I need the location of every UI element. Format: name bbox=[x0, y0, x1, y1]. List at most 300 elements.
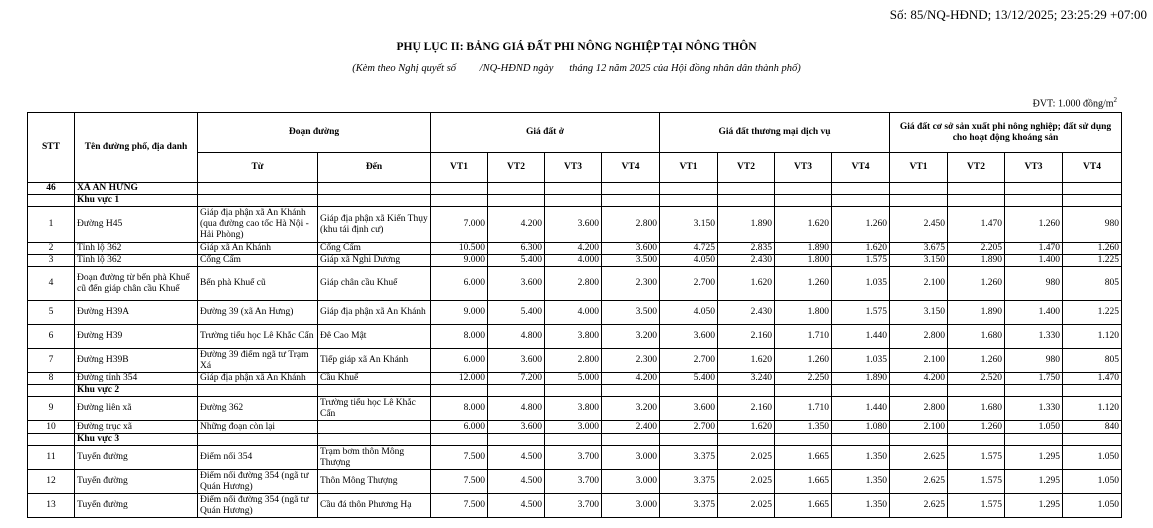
empty-cell bbox=[545, 183, 602, 195]
price-cell: 2.800 bbox=[890, 325, 948, 349]
empty-cell bbox=[1005, 385, 1063, 397]
price-cell: 1.080 bbox=[832, 421, 890, 434]
empty-cell bbox=[602, 434, 660, 446]
price-cell: 1.890 bbox=[948, 301, 1005, 325]
table-body bbox=[28, 183, 1122, 518]
table-row bbox=[28, 301, 1122, 325]
price-cell: 4.500 bbox=[488, 470, 545, 494]
price-cell: 3.150 bbox=[890, 301, 948, 325]
price-cell: 2.250 bbox=[775, 373, 832, 385]
price-cell: 3.675 bbox=[890, 243, 948, 255]
price-cell: 10.500 bbox=[431, 243, 488, 255]
empty-cell bbox=[431, 183, 488, 195]
price-cell: 1.575 bbox=[832, 255, 890, 267]
row-to: Đê Cao Mật bbox=[318, 325, 431, 349]
row-stt: 3 bbox=[28, 255, 75, 267]
empty-cell bbox=[775, 385, 832, 397]
row-to: Trường tiểu học Lê Khắc Cẩn bbox=[318, 397, 431, 421]
area-row bbox=[28, 195, 1122, 207]
price-cell: 4.000 bbox=[545, 255, 602, 267]
price-cell: 3.375 bbox=[660, 470, 718, 494]
empty-cell bbox=[545, 385, 602, 397]
price-cell: 6.300 bbox=[488, 243, 545, 255]
price-cell: 1.260 bbox=[948, 267, 1005, 301]
header-to: Đến bbox=[318, 153, 431, 183]
price-cell: 4.500 bbox=[488, 446, 545, 470]
price-cell: 2.520 bbox=[948, 373, 1005, 385]
row-name: Đoạn đường từ bến phà Khuể cũ đến giáp chân cầu Khuể bbox=[75, 267, 198, 301]
header-vt: VT4 bbox=[602, 153, 660, 183]
price-cell: 1.470 bbox=[1063, 373, 1122, 385]
header-segment: Đoạn đường bbox=[198, 113, 431, 153]
price-cell: 1.620 bbox=[832, 243, 890, 255]
price-cell: 1.575 bbox=[948, 446, 1005, 470]
price-cell: 1.680 bbox=[948, 325, 1005, 349]
price-cell: 2.430 bbox=[718, 255, 775, 267]
price-cell: 1.330 bbox=[1005, 325, 1063, 349]
empty-cell bbox=[660, 195, 718, 207]
row-name: Đường trục xã bbox=[75, 421, 198, 434]
price-cell: 2.025 bbox=[718, 470, 775, 494]
document-title: PHỤ LỤC II: BẢNG GIÁ ĐẤT PHI NÔNG NGHIỆP TẠI NÔNG THÔN bbox=[396, 41, 757, 53]
price-cell: 980 bbox=[1005, 267, 1063, 301]
empty-cell bbox=[318, 434, 431, 446]
price-cell: 3.500 bbox=[602, 301, 660, 325]
section-row bbox=[28, 183, 1122, 195]
price-cell: 1.035 bbox=[832, 267, 890, 301]
empty-cell bbox=[488, 385, 545, 397]
price-cell: 3.200 bbox=[602, 397, 660, 421]
price-cell: 2.625 bbox=[890, 470, 948, 494]
price-cell: 1.050 bbox=[1063, 494, 1122, 518]
price-cell: 6.000 bbox=[431, 421, 488, 434]
price-cell: 1.260 bbox=[1063, 243, 1122, 255]
area-row bbox=[28, 434, 1122, 446]
price-cell: 3.800 bbox=[545, 397, 602, 421]
price-cell: 1.050 bbox=[1063, 470, 1122, 494]
price-cell: 2.625 bbox=[890, 494, 948, 518]
price-cell: 2.450 bbox=[890, 207, 948, 243]
row-to: Cầu Khuể bbox=[318, 373, 431, 385]
price-cell: 2.800 bbox=[545, 267, 602, 301]
row-to: Cầu đá thôn Phương Hạ bbox=[318, 494, 431, 518]
price-cell: 2.400 bbox=[602, 421, 660, 434]
empty-cell bbox=[1063, 195, 1122, 207]
price-cell: 1.890 bbox=[948, 255, 1005, 267]
row-from: Những đoạn còn lại bbox=[198, 421, 318, 434]
header-vt: VT3 bbox=[1005, 153, 1063, 183]
row-name: Tỉnh lộ 362 bbox=[75, 243, 198, 255]
empty-cell bbox=[948, 434, 1005, 446]
price-cell: 2.100 bbox=[890, 349, 948, 373]
empty-cell bbox=[545, 195, 602, 207]
price-cell: 3.000 bbox=[602, 494, 660, 518]
price-cell: 4.200 bbox=[890, 373, 948, 385]
row-name: Đường H45 bbox=[75, 207, 198, 243]
header-from: Từ bbox=[198, 153, 318, 183]
price-cell: 4.500 bbox=[488, 494, 545, 518]
price-cell: 1.470 bbox=[948, 207, 1005, 243]
table-row bbox=[28, 421, 1122, 434]
row-to: Giáp địa phận xã Kiến Thụy (khu tái định cư) bbox=[318, 207, 431, 243]
price-cell: 980 bbox=[1063, 207, 1122, 243]
price-cell: 2.160 bbox=[718, 325, 775, 349]
price-cell: 3.500 bbox=[602, 255, 660, 267]
row-from: Giáp địa phận xã An Khánh (qua đường cao tốc Hà Nội - Hải Phòng) bbox=[198, 207, 318, 243]
price-cell: 1.890 bbox=[832, 373, 890, 385]
price-cell: 3.800 bbox=[545, 325, 602, 349]
row-to: Trạm bơm thôn Mông Thượng bbox=[318, 446, 431, 470]
header-vt: VT2 bbox=[718, 153, 775, 183]
price-cell: 4.000 bbox=[545, 301, 602, 325]
price-cell: 1.350 bbox=[832, 470, 890, 494]
empty-cell bbox=[1005, 434, 1063, 446]
price-cell: 2.800 bbox=[545, 349, 602, 373]
row-name: Tuyến đường bbox=[75, 446, 198, 470]
price-cell: 4.200 bbox=[545, 243, 602, 255]
row-to: Thôn Mông Thượng bbox=[318, 470, 431, 494]
price-cell: 1.225 bbox=[1063, 255, 1122, 267]
price-cell: 4.050 bbox=[660, 255, 718, 267]
price-cell: 1.620 bbox=[718, 421, 775, 434]
price-cell: 1.620 bbox=[718, 349, 775, 373]
empty-cell bbox=[318, 183, 431, 195]
price-cell: 1.890 bbox=[718, 207, 775, 243]
price-cell: 5.400 bbox=[488, 255, 545, 267]
price-cell: 1.470 bbox=[1005, 243, 1063, 255]
row-from: Điểm nối 354 bbox=[198, 446, 318, 470]
row-from: Điểm nối đường 354 (ngã tư Quán Hương) bbox=[198, 494, 318, 518]
row-from: Đường 39 điểm ngã tư Trạm Xá bbox=[198, 349, 318, 373]
empty-cell bbox=[488, 434, 545, 446]
price-cell: 5.000 bbox=[545, 373, 602, 385]
price-cell: 3.600 bbox=[488, 421, 545, 434]
price-cell: 12.000 bbox=[431, 373, 488, 385]
row-name: Tỉnh lộ 362 bbox=[75, 255, 198, 267]
price-cell: 2.800 bbox=[890, 397, 948, 421]
empty-cell bbox=[431, 195, 488, 207]
area-label: Khu vực 2 bbox=[75, 385, 198, 397]
price-cell: 1.800 bbox=[775, 301, 832, 325]
price-cell: 840 bbox=[1063, 421, 1122, 434]
empty-cell bbox=[198, 434, 318, 446]
row-stt: 5 bbox=[28, 301, 75, 325]
price-cell: 2.160 bbox=[718, 397, 775, 421]
row-name: Tuyến đường bbox=[75, 470, 198, 494]
row-stt: 4 bbox=[28, 267, 75, 301]
price-cell: 2.625 bbox=[890, 446, 948, 470]
row-stt: 2 bbox=[28, 243, 75, 255]
row-stt: 6 bbox=[28, 325, 75, 349]
price-cell: 1.225 bbox=[1063, 301, 1122, 325]
price-cell: 6.000 bbox=[431, 267, 488, 301]
empty-cell bbox=[660, 183, 718, 195]
price-cell: 1.050 bbox=[1063, 446, 1122, 470]
empty-cell bbox=[602, 195, 660, 207]
empty-cell bbox=[1005, 195, 1063, 207]
price-cell: 5.400 bbox=[488, 301, 545, 325]
empty-cell bbox=[198, 385, 318, 397]
unit-superscript: 2 bbox=[1113, 96, 1117, 104]
price-cell: 1.665 bbox=[775, 446, 832, 470]
price-cell: 1.710 bbox=[775, 325, 832, 349]
table-row bbox=[28, 325, 1122, 349]
price-cell: 2.300 bbox=[602, 349, 660, 373]
price-cell: 805 bbox=[1063, 349, 1122, 373]
price-cell: 3.375 bbox=[660, 446, 718, 470]
empty-cell bbox=[602, 183, 660, 195]
price-cell: 8.000 bbox=[431, 325, 488, 349]
empty-cell bbox=[28, 434, 75, 446]
price-cell: 8.000 bbox=[431, 397, 488, 421]
price-cell: 1.575 bbox=[948, 470, 1005, 494]
row-stt: 10 bbox=[28, 421, 75, 434]
header-vt: VT1 bbox=[431, 153, 488, 183]
empty-cell bbox=[832, 385, 890, 397]
price-cell: 1.050 bbox=[1005, 421, 1063, 434]
empty-cell bbox=[431, 434, 488, 446]
empty-cell bbox=[948, 385, 1005, 397]
row-from: Giáp địa phận xã An Khánh bbox=[198, 373, 318, 385]
empty-cell bbox=[318, 385, 431, 397]
table-row bbox=[28, 470, 1122, 494]
row-name: Đường tỉnh 354 bbox=[75, 373, 198, 385]
price-cell: 3.600 bbox=[660, 397, 718, 421]
row-to bbox=[318, 421, 431, 434]
empty-cell bbox=[488, 183, 545, 195]
empty-cell bbox=[718, 183, 775, 195]
price-cell: 7.500 bbox=[431, 494, 488, 518]
empty-cell bbox=[488, 195, 545, 207]
price-cell: 1.260 bbox=[948, 421, 1005, 434]
price-cell: 4.200 bbox=[488, 207, 545, 243]
row-name: Tuyến đường bbox=[75, 494, 198, 518]
row-stt: 11 bbox=[28, 446, 75, 470]
price-cell: 4.800 bbox=[488, 325, 545, 349]
header-vt: VT2 bbox=[488, 153, 545, 183]
price-cell: 1.295 bbox=[1005, 494, 1063, 518]
empty-cell bbox=[198, 195, 318, 207]
price-cell: 1.350 bbox=[775, 421, 832, 434]
empty-cell bbox=[832, 195, 890, 207]
empty-cell bbox=[28, 195, 75, 207]
empty-cell bbox=[28, 385, 75, 397]
price-cell: 1.575 bbox=[832, 301, 890, 325]
empty-cell bbox=[890, 434, 948, 446]
price-cell: 1.800 bbox=[775, 255, 832, 267]
price-cell: 1.260 bbox=[832, 207, 890, 243]
row-stt: 1 bbox=[28, 207, 75, 243]
empty-cell bbox=[890, 385, 948, 397]
price-cell: 1.260 bbox=[1005, 207, 1063, 243]
header-stt: STT bbox=[28, 113, 75, 183]
table-row bbox=[28, 255, 1122, 267]
price-cell: 1.260 bbox=[775, 349, 832, 373]
price-cell: 3.600 bbox=[660, 325, 718, 349]
price-cell: 9.000 bbox=[431, 255, 488, 267]
area-label: Khu vực 1 bbox=[75, 195, 198, 207]
price-cell: 1.035 bbox=[832, 349, 890, 373]
empty-cell bbox=[660, 434, 718, 446]
row-from: Trường tiểu học Lê Khắc Cẩn bbox=[198, 325, 318, 349]
price-cell: 6.000 bbox=[431, 349, 488, 373]
price-cell: 3.000 bbox=[545, 421, 602, 434]
row-name: Đường H39B bbox=[75, 349, 198, 373]
price-cell: 7.500 bbox=[431, 446, 488, 470]
price-cell: 2.025 bbox=[718, 446, 775, 470]
price-cell: 2.700 bbox=[660, 349, 718, 373]
header-residential: Giá đất ở bbox=[431, 113, 660, 153]
price-cell: 1.750 bbox=[1005, 373, 1063, 385]
row-to: Giáp xã Nghi Dương bbox=[318, 255, 431, 267]
empty-cell bbox=[718, 434, 775, 446]
table-row bbox=[28, 397, 1122, 421]
price-cell: 1.890 bbox=[775, 243, 832, 255]
header-vt: VT4 bbox=[832, 153, 890, 183]
row-to: Giáp địa phận xã An Khánh bbox=[318, 301, 431, 325]
price-cell: 1.120 bbox=[1063, 397, 1122, 421]
row-to: Giáp chân cầu Khuể bbox=[318, 267, 431, 301]
row-stt: 12 bbox=[28, 470, 75, 494]
row-stt: 7 bbox=[28, 349, 75, 373]
header-production: Giá đất cơ sở sản xuất phi nông nghiệp; đất sử dụng cho hoạt động khoáng sản bbox=[890, 113, 1122, 153]
table-row bbox=[28, 243, 1122, 255]
empty-cell bbox=[431, 385, 488, 397]
price-cell: 2.800 bbox=[602, 207, 660, 243]
section-name: XÃ AN HƯNG bbox=[75, 183, 198, 195]
price-cell: 1.575 bbox=[948, 494, 1005, 518]
price-cell: 2.700 bbox=[660, 267, 718, 301]
empty-cell bbox=[718, 385, 775, 397]
price-cell: 7.200 bbox=[488, 373, 545, 385]
header-vt: VT1 bbox=[660, 153, 718, 183]
price-cell: 2.025 bbox=[718, 494, 775, 518]
row-stt: 9 bbox=[28, 397, 75, 421]
empty-cell bbox=[948, 183, 1005, 195]
empty-cell bbox=[318, 195, 431, 207]
price-cell: 1.295 bbox=[1005, 470, 1063, 494]
empty-cell bbox=[832, 434, 890, 446]
empty-cell bbox=[948, 195, 1005, 207]
empty-cell bbox=[602, 385, 660, 397]
row-from: Đường 39 (xã An Hưng) bbox=[198, 301, 318, 325]
unit-label bbox=[1033, 96, 1117, 109]
price-cell: 2.205 bbox=[948, 243, 1005, 255]
empty-cell bbox=[890, 195, 948, 207]
document-subtitle: (Kèm theo Nghị quyết số /NQ-HĐND ngày tháng 12 năm 2025 của Hội đồng nhân dân thành phố) bbox=[352, 63, 801, 74]
price-cell: 3.200 bbox=[602, 325, 660, 349]
price-cell: 1.330 bbox=[1005, 397, 1063, 421]
price-cell: 2.700 bbox=[660, 421, 718, 434]
price-cell: 3.600 bbox=[602, 243, 660, 255]
header-vt: VT1 bbox=[890, 153, 948, 183]
price-cell: 1.665 bbox=[775, 470, 832, 494]
row-from: Bến phà Khuể cũ bbox=[198, 267, 318, 301]
table-row bbox=[28, 349, 1122, 373]
row-to: Tiếp giáp xã An Khánh bbox=[318, 349, 431, 373]
table-row bbox=[28, 446, 1122, 470]
price-cell: 1.260 bbox=[948, 349, 1005, 373]
header-name: Tên đường phố, địa danh bbox=[75, 113, 198, 183]
area-row bbox=[28, 385, 1122, 397]
unit-text: ĐVT: 1.000 đồng/m bbox=[1032, 98, 1114, 110]
price-cell: 5.400 bbox=[660, 373, 718, 385]
row-name: Đường liên xã bbox=[75, 397, 198, 421]
price-cell: 1.400 bbox=[1005, 255, 1063, 267]
header-commercial: Giá đất thương mại dịch vụ bbox=[660, 113, 890, 153]
row-name: Đường H39 bbox=[75, 325, 198, 349]
header-vt: VT3 bbox=[775, 153, 832, 183]
price-cell: 4.050 bbox=[660, 301, 718, 325]
empty-cell bbox=[545, 434, 602, 446]
price-cell: 2.100 bbox=[890, 421, 948, 434]
price-cell: 1.620 bbox=[718, 267, 775, 301]
price-cell: 1.620 bbox=[775, 207, 832, 243]
empty-cell bbox=[832, 183, 890, 195]
price-cell: 4.800 bbox=[488, 397, 545, 421]
price-cell: 7.500 bbox=[431, 470, 488, 494]
price-cell: 3.240 bbox=[718, 373, 775, 385]
row-from: Giáp xã An Khánh bbox=[198, 243, 318, 255]
price-cell: 805 bbox=[1063, 267, 1122, 301]
price-cell: 980 bbox=[1005, 349, 1063, 373]
header-vt: VT2 bbox=[948, 153, 1005, 183]
price-cell: 1.260 bbox=[775, 267, 832, 301]
price-cell: 7.000 bbox=[431, 207, 488, 243]
price-cell: 4.725 bbox=[660, 243, 718, 255]
empty-cell bbox=[198, 183, 318, 195]
price-cell: 2.100 bbox=[890, 267, 948, 301]
price-cell: 2.835 bbox=[718, 243, 775, 255]
price-cell: 1.350 bbox=[832, 494, 890, 518]
document-stamp: Số: 85/NQ-HĐND; 13/12/2025; 23:25:29 +07:00 bbox=[889, 7, 1147, 22]
price-cell: 1.295 bbox=[1005, 446, 1063, 470]
price-cell: 3.150 bbox=[890, 255, 948, 267]
row-to: Cống Cấm bbox=[318, 243, 431, 255]
price-cell: 3.000 bbox=[602, 470, 660, 494]
section-stt: 46 bbox=[28, 183, 75, 195]
price-cell: 3.600 bbox=[488, 349, 545, 373]
empty-cell bbox=[1005, 183, 1063, 195]
row-from: Điểm nối đường 354 (ngã tư Quán Hương) bbox=[198, 470, 318, 494]
header-row-1 bbox=[28, 113, 1122, 153]
price-cell: 4.200 bbox=[602, 373, 660, 385]
area-label: Khu vực 3 bbox=[75, 434, 198, 446]
empty-cell bbox=[890, 183, 948, 195]
empty-cell bbox=[1063, 183, 1122, 195]
row-from: Đường 362 bbox=[198, 397, 318, 421]
price-cell: 2.300 bbox=[602, 267, 660, 301]
header-vt: VT4 bbox=[1063, 153, 1122, 183]
price-cell: 3.700 bbox=[545, 470, 602, 494]
price-cell: 3.150 bbox=[660, 207, 718, 243]
empty-cell bbox=[775, 183, 832, 195]
price-cell: 1.440 bbox=[832, 397, 890, 421]
empty-cell bbox=[775, 434, 832, 446]
table-row bbox=[28, 207, 1122, 243]
empty-cell bbox=[718, 195, 775, 207]
table-row bbox=[28, 373, 1122, 385]
price-cell: 1.680 bbox=[948, 397, 1005, 421]
price-table bbox=[27, 112, 1122, 518]
price-cell: 3.600 bbox=[488, 267, 545, 301]
empty-cell bbox=[660, 385, 718, 397]
table-row bbox=[28, 267, 1122, 301]
price-cell: 1.400 bbox=[1005, 301, 1063, 325]
price-cell: 3.375 bbox=[660, 494, 718, 518]
price-cell: 9.000 bbox=[431, 301, 488, 325]
row-stt: 13 bbox=[28, 494, 75, 518]
